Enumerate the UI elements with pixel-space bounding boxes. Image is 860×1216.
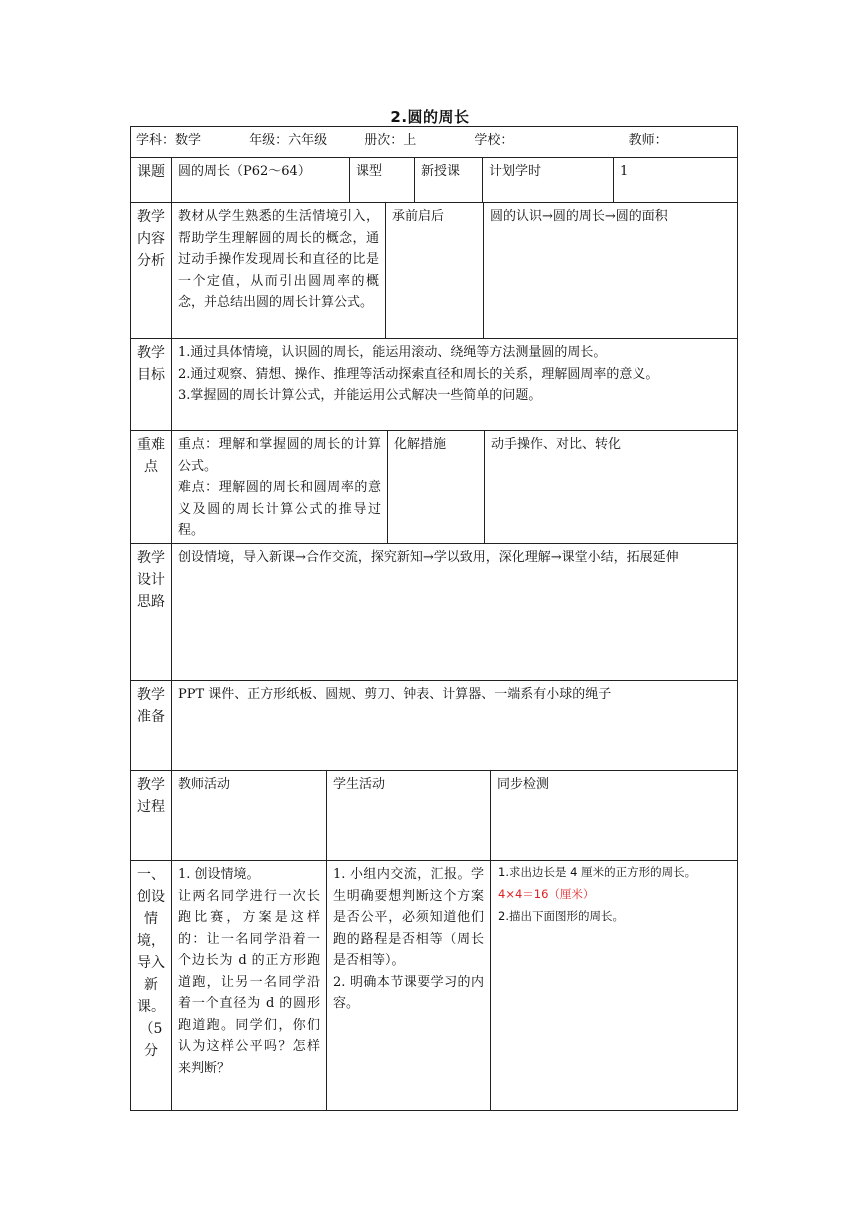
- key-difficulty-label: 重难点: [137, 437, 165, 475]
- preparation-label: 教学准备: [137, 687, 165, 725]
- goal-item: 1.通过具体情境，认识圆的周长，能运用滚动、绕绳等方法测量圆的周长。: [178, 345, 607, 360]
- teacher-activity-header: 教师活动: [178, 777, 231, 792]
- student-activity-header: 学生活动: [333, 777, 386, 792]
- goals-label: 教学目标: [137, 345, 165, 383]
- process-label: 教学过程: [137, 777, 165, 815]
- school-field: 学校：: [474, 133, 514, 148]
- goal-item: 2.通过观察、猜想、操作、推理等活动探索直径和周长的关系，理解圆周率的意义。: [178, 366, 659, 382]
- step1-sync-check: [491, 861, 737, 1110]
- goals-list: [172, 339, 737, 430]
- check-answer-1: 4×4＝16（厘米）: [498, 887, 595, 901]
- content-analysis-label: 教学内容分析: [137, 209, 165, 269]
- check-question-1: 1.求出边长是 4 厘米的正方形的周长。: [498, 865, 697, 879]
- resolution-label: 化解措施: [394, 437, 447, 452]
- check-question-2: 2.描出下面图形的周长。: [498, 909, 624, 923]
- teacher-activity-line: 让两名同学进行一次长跑比赛，方案是这样的：让一名同学沿着一个边长为 d 的正方形跑道跑，让另一名同学沿着一个直径为 d 的圆形跑道跑。同学们，你们认为这样公平吗？怎样来判断？: [178, 888, 320, 1076]
- content-analysis-text: 教材从学生熟悉的生活情境引入，帮助学生理解圆的周长的概念，通过动手操作发现周长和直径的比是一个定值，从而引出圆周率的概念，并总结出圆的周长计算公式。: [178, 209, 379, 310]
- student-activity-line: 1. 小组内交流，汇报。学生明确要想判断这个方案是否公平，必须知道他们跑的路程是否相等（周长是否相等）。: [333, 867, 484, 968]
- design-text: 创设情境，导入新课→合作交流，探究新知→学以致用，深化理解→课堂小结，拓展延伸: [178, 550, 679, 565]
- subject-field: 学科：数学: [136, 133, 202, 148]
- step1-student-activity: [327, 861, 490, 1110]
- topic-value: 圆的周长（P62～64）: [178, 164, 311, 179]
- continuity-label: 承前启后: [392, 209, 445, 224]
- teacher-field: 教师：: [628, 133, 668, 148]
- topic-label: 课题: [137, 164, 165, 180]
- resolution-value: 动手操作、对比、转化: [491, 437, 622, 452]
- grade-field: 年级：六年级: [249, 133, 328, 148]
- lesson-type-label: 课型: [356, 164, 383, 179]
- sync-check-header: 同步检测: [497, 777, 550, 792]
- student-activity-line: 2. 明确本节课要学习的内容。: [333, 974, 484, 1011]
- design-label: 教学设计思路: [137, 550, 165, 610]
- header-row: [131, 127, 737, 157]
- step1-label: 一、创设情境，导入新课。（5分: [137, 867, 165, 1059]
- table-border-right: [737, 126, 738, 1111]
- volume-field: 册次：上: [364, 133, 417, 148]
- planned-hours-value: 1: [620, 164, 629, 179]
- table-border-bottom: [130, 1110, 738, 1111]
- lesson-type-value: 新授课: [421, 164, 461, 179]
- goal-item: 3.掌握圆的周长计算公式，并能运用公式解决一些简单的问题。: [178, 388, 542, 403]
- key-point: 重点：理解和掌握圆的周长的计算公式。: [178, 437, 381, 474]
- document-title: 2.圆的周长: [390, 108, 470, 126]
- planned-hours-label: 计划学时: [489, 164, 542, 179]
- preparation-text: PPT 课件、正方形纸板、圆规、剪刀、钟表、计算器、一端系有小球的绳子: [178, 687, 612, 702]
- step1-teacher-activity: [172, 861, 326, 1110]
- key-difficulty-text: [172, 431, 387, 543]
- difficulty-point: 难点：理解圆的周长和圆周率的意义及圆的周长计算公式的推导过程。: [178, 480, 381, 538]
- continuity-value: 圆的认识→圆的周长→圆的面积: [490, 209, 668, 224]
- teacher-activity-line: 1. 创设情境。: [178, 867, 260, 882]
